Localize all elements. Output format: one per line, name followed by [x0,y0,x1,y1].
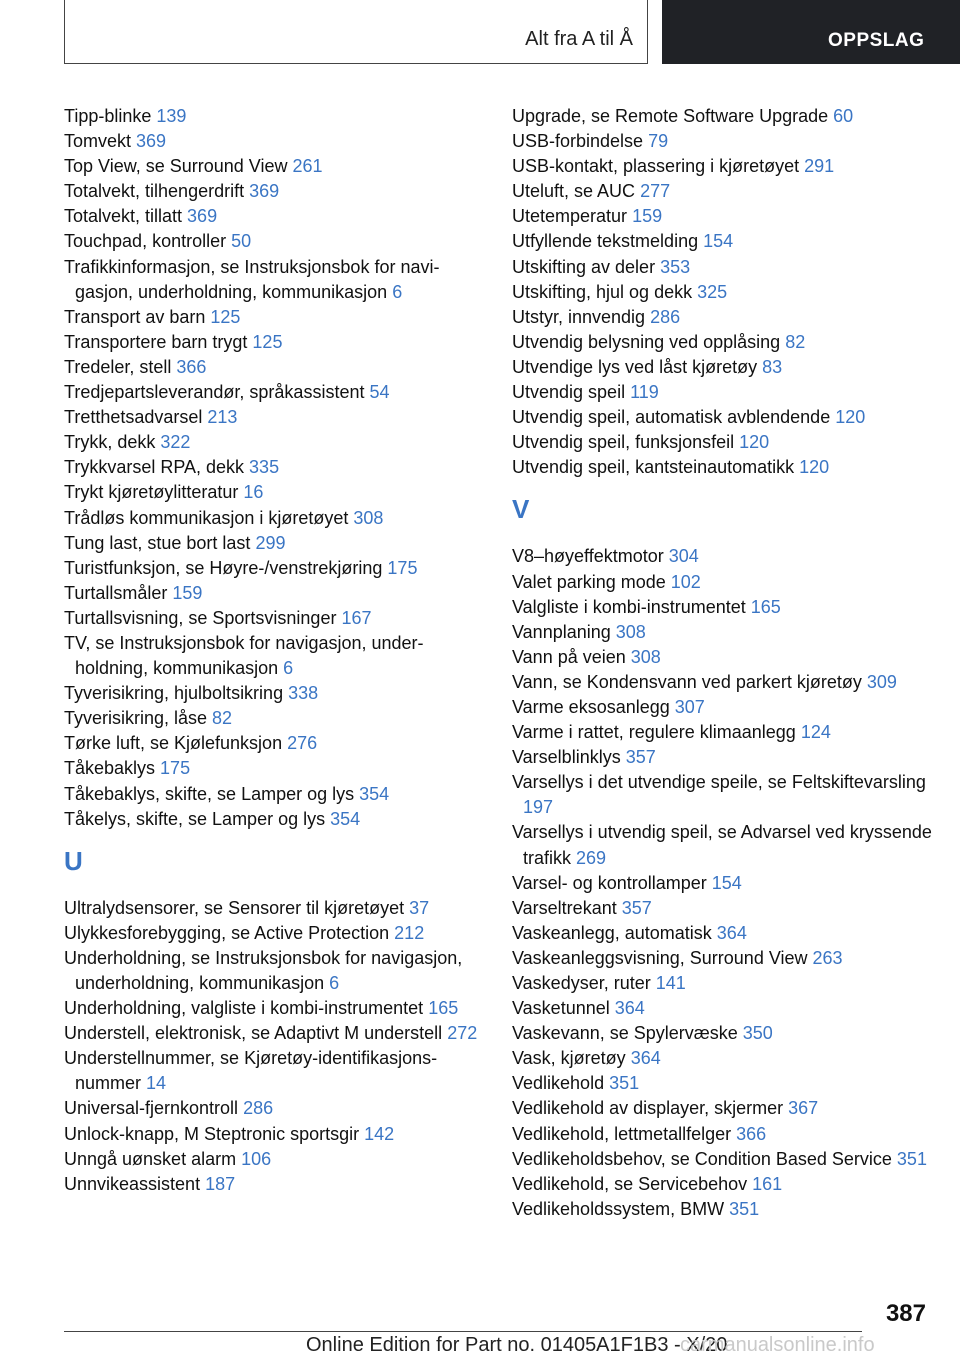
index-entry-text: Trykt kjøretøylitteratur [64,482,244,503]
page-link[interactable]: 276 [287,733,318,754]
index-entry-text: Unnvikeassistent [64,1173,206,1194]
page-link[interactable]: 369 [249,181,280,202]
index-entry-text: Vedlikeholdsbehov, se Condition Based Service [512,1148,897,1169]
page-link[interactable]: 154 [703,231,734,252]
index-entry-text: Trykkvarsel RPA, dekk [64,457,250,478]
index-entry-text: Utskifting av deler [512,256,661,277]
index-entry [512,204,942,229]
index-entry-text: Vannplaning [512,621,616,642]
index-entry [512,229,942,254]
index-entry-text: Varsellys i det utvendige speile, se Feltskiftevarsling [512,772,926,793]
page-link[interactable]: 353 [660,256,691,277]
page-link[interactable]: 369 [136,131,167,152]
index-entry-text: Underholdning, se Instruksjonsbok for navigasjon, underholdning, kommunikasjon [64,947,463,993]
index-entry-text: V8–høyeffektmotor [512,546,669,567]
watermark-logo: carmanualsonline.info [680,1334,875,1356]
index-entry [512,455,942,480]
page-link[interactable]: 50 [231,231,252,252]
index-entry-text: Utstyr, innvendig [512,306,651,327]
section-tab[interactable] [662,0,960,64]
page-link[interactable]: 322 [160,432,191,453]
index-entry [64,996,484,1021]
index-entry [512,154,942,179]
index-entry-text: Tung last, stue bort last [64,532,256,553]
index-entry [64,480,484,505]
page-link[interactable]: 139 [156,106,187,126]
page-link[interactable]: 120 [835,407,866,428]
page-link[interactable]: 291 [804,156,835,177]
index-entry-text: USB-kontakt, plassering i kjøretøyet [512,156,805,177]
index-entry [512,380,942,405]
page-link[interactable]: 212 [394,922,425,943]
page-link[interactable]: 82 [785,331,806,352]
page-link[interactable]: 277 [640,181,671,202]
index-entry-text: Vasketunnel [512,998,615,1019]
index-entry-text: Vedlikeholdssystem, BMW [512,1198,730,1219]
page-link[interactable]: 263 [812,947,843,968]
page-link[interactable]: 286 [243,1098,274,1119]
index-entry [512,1096,942,1121]
index-entry-text: Vaskeanlegg, automatisk [512,922,717,943]
index-entry [64,1122,484,1147]
index-entry [512,946,942,971]
index-entry [64,430,484,455]
page-link[interactable]: 102 [670,571,701,592]
index-column-right [512,104,942,1222]
page-link[interactable]: 6 [329,973,340,993]
index-entry [64,255,484,305]
page-link[interactable]: 272 [447,1023,478,1044]
index-entry [512,544,942,569]
index-entry-text: Ultralydsensorer, se Sensorer til kjøretøyet [64,897,410,918]
index-entry-text: Tretthetsadvarsel [64,407,208,428]
index-entry [64,305,484,330]
index-entry-text: Vedlikehold, se Servicebehov [512,1173,753,1194]
page-link[interactable]: 6 [283,658,294,679]
page-link[interactable]: 308 [615,621,646,642]
index-entry-text: Utvendig speil, kantsteinautomatikk [512,457,800,478]
page-link[interactable]: 354 [330,808,361,829]
index-entry-text: Tåkebaklys, skifte, se Lamper og lys [64,783,360,804]
index-entry [512,996,942,1021]
index-entry [64,355,484,380]
index-entry-text: Utskifting, hjul og dekk [512,281,698,302]
index-entry [512,1046,942,1071]
page-link[interactable]: 299 [255,532,286,553]
index-entry [64,405,484,430]
index-letter-heading: V [512,494,530,525]
index-column-left [64,104,484,1197]
index-entry-text: Utetemperatur [512,206,633,227]
index-entry [512,570,942,595]
page-link[interactable]: 54 [369,382,390,403]
index-entry-text: Understellnummer, se Kjøretøy-identifikasjonsnummer [64,1048,438,1094]
index-entry-text: Varseltrekant [512,897,622,918]
section-tab-label: OPPSLAG [828,30,925,51]
index-entry [512,971,942,996]
page-link[interactable]: 309 [866,671,897,692]
index-entry-text: Touchpad, kontroller [64,231,232,252]
index-entry [512,770,942,820]
index-entry [512,670,942,695]
index-entry-text: Top View, se Surround View [64,156,293,177]
page-link[interactable]: 364 [630,1048,661,1069]
index-entry-text: Underholdning, valgliste i kombi-instrumentet [64,998,429,1019]
index-entry [64,896,484,921]
page-link[interactable]: 187 [205,1173,236,1194]
index-entry [512,820,942,870]
index-letter-heading: U [64,845,83,876]
index-entry-text: Tyverisikring, låse [64,708,213,729]
page-link[interactable]: 351 [609,1073,640,1094]
index-entry-text: Tomvekt [64,131,137,152]
index-entry-text: Vaskeanleggsvisning, Surround View [512,947,813,968]
page-link[interactable]: 167 [341,607,372,628]
index-entry [512,1021,942,1046]
page-link[interactable]: 367 [788,1098,819,1119]
index-entry [64,1021,484,1046]
page-link[interactable]: 120 [739,432,770,453]
index-entry-text: Varme i rattet, regulere klimaanlegg [512,722,801,743]
index-entry-text: Transport av barn [64,306,211,327]
index-entry-text: Vaskevann, se Spylervæske [512,1023,743,1044]
index-entry-text: Vedlikehold, lettmetallfelger [512,1123,737,1144]
index-entry [512,1071,942,1096]
index-entry [64,154,484,179]
index-entry [64,946,484,996]
index-entry-text: Tipp-blinke [64,106,157,126]
page-link[interactable]: 82 [212,708,233,729]
footer-rule [64,1331,862,1332]
page-link[interactable]: 308 [630,646,661,667]
index-entry-text: Tørke luft, se Kjølefunksjon [64,733,288,754]
index-entry [64,681,484,706]
index-entry-text: Ulykkesforebygging, se Active Protection [64,922,395,943]
page-link[interactable]: 354 [359,783,390,804]
index-entry-text: Tåkebaklys [64,758,161,779]
edition-text: Online Edition for Part no. 01405A1F1B3 - X/20 [306,1334,728,1356]
index-entry-text: Unlock-knapp, M Steptronic sportsgir [64,1123,365,1144]
page-link[interactable]: 213 [207,407,238,428]
index-entry-text: Totalvekt, tillatt [64,206,188,227]
page-link[interactable]: 307 [674,696,705,717]
index-entry-text: Vask, kjøretøy [512,1048,631,1069]
section-title: Alt fra A til Å [525,28,633,50]
index-entry [512,921,942,946]
index-entry [64,506,484,531]
page-link[interactable]: 141 [655,973,686,993]
page-link[interactable]: 159 [172,582,203,603]
page-link[interactable]: 357 [625,747,656,768]
index-entry-text: Varsellys i utvendig speil, se Advarsel ved kryssende trafikk [512,822,932,868]
index-entry [64,756,484,781]
page-link[interactable]: 14 [146,1073,167,1094]
index-entry [512,129,942,154]
index-entry-text: Trafikkinformasjon, se Instruksjonsbok for navigasjon, underholdning, kommunikasjon [64,256,440,302]
page-link[interactable]: 120 [799,457,830,478]
index-entry-text: Trådløs kommunikasjon i kjøretøyet [64,507,354,528]
index-entry-text: USB-forbindelse [512,131,649,152]
index-entry [64,631,484,681]
index-entry [64,1147,484,1172]
index-entry-text: Tredjepartsleverandør, språkassistent [64,382,370,403]
index-entry-text: Varsel- og kontrollamper [512,872,712,893]
page-link[interactable]: 161 [752,1173,783,1194]
index-entry [64,1172,484,1197]
page-link[interactable]: 351 [896,1148,927,1169]
page-link[interactable]: 338 [288,683,319,704]
page-link[interactable]: 364 [614,998,645,1019]
page-link[interactable]: 60 [833,106,854,126]
index-entry-text: Utvendig belysning ved opplåsing [512,331,786,352]
index-entry [64,1096,484,1121]
index-entry [512,305,942,330]
page-link[interactable]: 351 [729,1198,760,1219]
index-entry-text: Vann på veien [512,646,631,667]
index-entry [64,204,484,229]
page-link[interactable]: 286 [650,306,681,327]
index-entry-text: Tredeler, stell [64,356,177,377]
index-entry-text: Valgliste i kombi-instrumentet [512,596,751,617]
page-number: 387 [885,1300,926,1327]
index-entry [512,355,942,380]
index-entry-text: Tåkelys, skifte, se Lamper og lys [64,808,331,829]
index-entry-text: Understell, elektronisk, se Adaptivt M understell [64,1023,448,1044]
index-entry [64,731,484,756]
index-entry-text: Upgrade, se Remote Software Upgrade [512,106,834,126]
index-entry [512,179,942,204]
index-entry [512,645,942,670]
index-entry [512,255,942,280]
page-link[interactable]: 83 [762,356,783,377]
index-entry [512,720,942,745]
page-link[interactable]: 175 [160,758,191,779]
page-link[interactable]: 175 [387,557,418,578]
header-frame [64,0,648,64]
index-entry-text: Universal-fjernkontroll [64,1098,244,1119]
page-link[interactable]: 119 [630,382,659,403]
index-entry-text: Tyverisikring, hjulboltsikring [64,683,289,704]
index-entry [64,921,484,946]
page-link[interactable]: 142 [364,1123,395,1144]
index-entry [512,745,942,770]
index-entry [64,129,484,154]
index-entry-text: Utvendig speil, automatisk avblendende [512,407,836,428]
index-entry [512,1147,942,1172]
index-entry [64,706,484,731]
page-link[interactable]: 304 [668,546,699,567]
page-link[interactable]: 366 [736,1123,767,1144]
page-link[interactable]: 79 [648,131,669,152]
index-entry [64,330,484,355]
index-entry [64,1046,484,1096]
index-entry-text: Valet parking mode [512,571,671,592]
page-link[interactable]: 154 [711,872,742,893]
page-link[interactable]: 308 [353,507,384,528]
index-entry [64,556,484,581]
page-link[interactable]: 165 [750,596,781,617]
index-entry-text: TV, se Instruksjonsbok for navigasjon, underholdning, kommunikasjon [64,632,424,679]
page-link[interactable]: 364 [716,922,747,943]
page-link[interactable]: 6 [392,281,403,302]
page-link[interactable]: 261 [292,156,323,177]
index-entry [512,1172,942,1197]
page-link[interactable]: 366 [176,356,207,377]
index-entry [64,229,484,254]
page-link[interactable]: 125 [210,306,241,327]
index-entry-text: Utvendig speil [512,382,631,403]
index-entry [512,330,942,355]
index-entry [64,581,484,606]
index-entry-text: Turtallsmåler [64,582,173,603]
page-link[interactable]: 16 [243,482,264,503]
page-link[interactable]: 325 [697,281,728,302]
index-entry [512,695,942,720]
page-link[interactable]: 37 [409,897,430,918]
index-entry-text: Turistfunksjon, se Høyre-/venstrekjøring [64,557,388,578]
index-entry-text: Vedlikehold av displayer, skjermer [512,1098,789,1119]
index-entry [64,531,484,556]
index-entry-text: Varme eksosanlegg [512,696,675,717]
index-entry [64,380,484,405]
page-link[interactable]: 350 [742,1023,773,1044]
index-entry-text: Utvendig speil, funksjonsfeil [512,432,740,453]
index-entry [512,595,942,620]
index-entry-text: Transportere barn trygt [64,331,253,352]
page-link[interactable]: 357 [621,897,652,918]
index-entry-text: Vaskedyser, ruter [512,973,656,993]
index-entry [512,871,942,896]
index-entry [64,606,484,631]
index-entry [512,896,942,921]
index-entry [64,455,484,480]
index-entry [512,405,942,430]
index-entry-text: Unngå uønsket alarm [64,1148,242,1169]
index-entry [512,620,942,645]
page-link[interactable]: 159 [632,206,663,227]
index-entry-text: Vedlikehold [512,1073,610,1094]
index-entry [64,104,484,129]
page-link[interactable]: 197 [523,797,554,818]
index-entry [512,104,942,129]
page-link[interactable]: 106 [241,1148,272,1169]
index-entry-text: Utvendige lys ved låst kjøretøy [512,356,763,377]
index-entry-text: Varselblinklys [512,747,626,768]
page-link[interactable]: 335 [249,457,280,478]
index-entry [512,280,942,305]
index-entry-text: Vann, se Kondensvann ved parkert kjøretøy [512,671,867,692]
index-entry [512,430,942,455]
index-entry-text: Trykk, dekk [64,432,161,453]
index-entry [512,1197,942,1222]
index-entry-text: Uteluft, se AUC [512,181,641,202]
page-link[interactable]: 369 [187,206,218,227]
index-entry [64,179,484,204]
page-link[interactable]: 269 [576,847,607,868]
index-entry-text: Totalvekt, tilhengerdrift [64,181,250,202]
page-link[interactable]: 125 [252,331,283,352]
index-entry [64,807,484,832]
page-link[interactable]: 124 [800,722,831,743]
index-entry [512,1122,942,1147]
index-entry-text: Turtallsvisning, se Sportsvisninger [64,607,342,628]
page-link[interactable]: 165 [428,998,459,1019]
index-entry-text: Utfyllende tekstmelding [512,231,704,252]
index-entry [64,782,484,807]
